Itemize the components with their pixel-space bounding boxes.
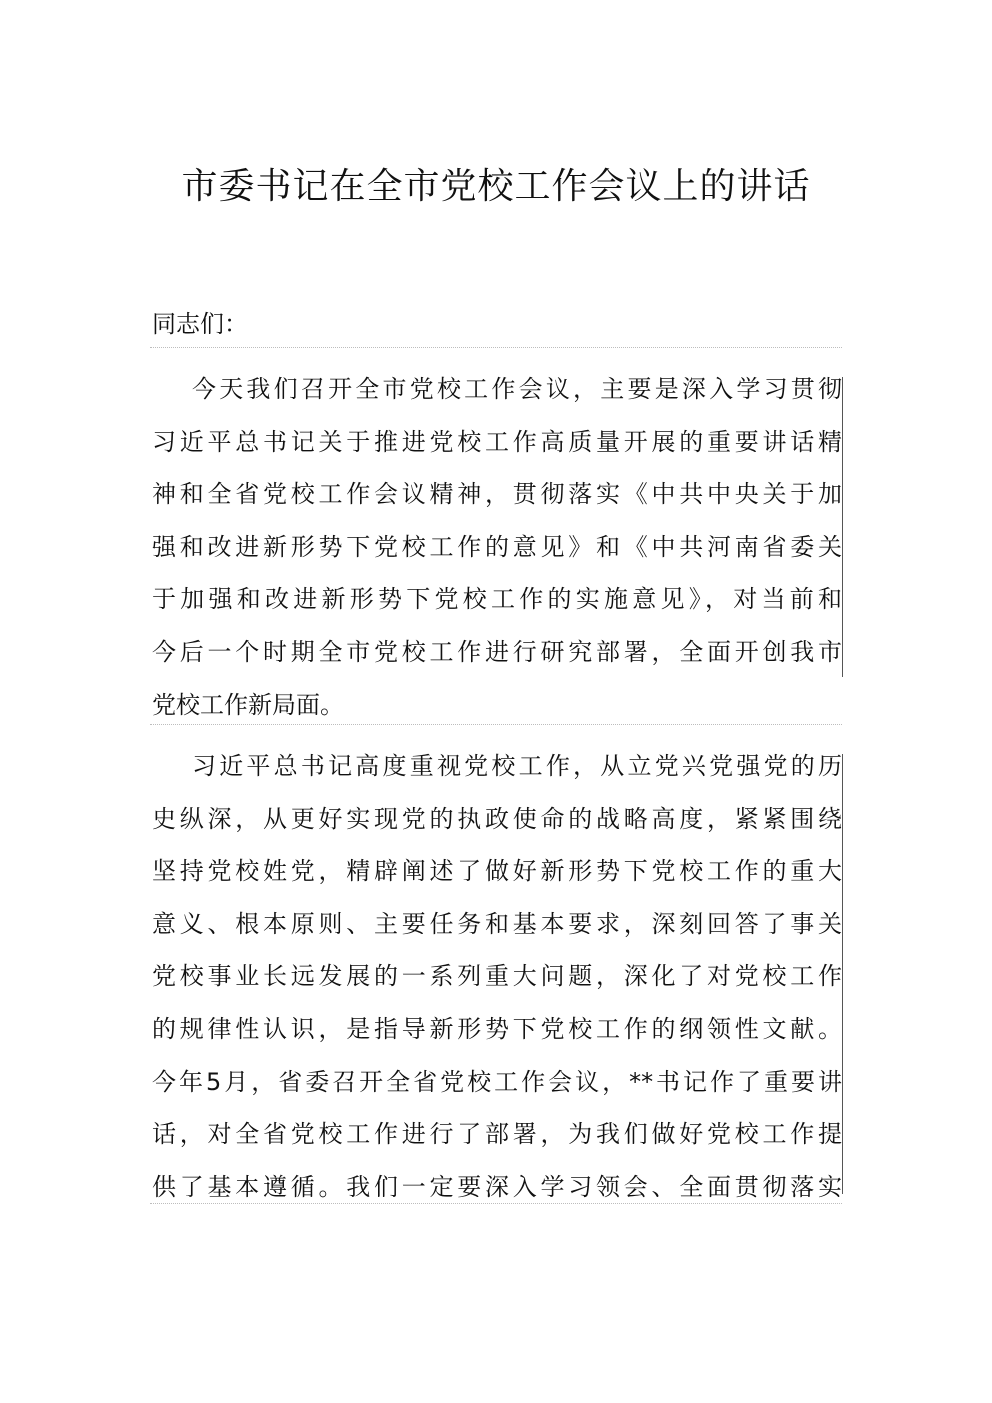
paragraph-line: 党校工作新局面。	[152, 690, 344, 719]
paragraph-line: 坚持党校姓党，精辟阐述了做好新形势下党校工作的重大	[152, 857, 842, 886]
divider	[150, 724, 842, 725]
paragraph-line: 今年5月，省委召开全省党校工作会议，**书记作了重要讲	[152, 1067, 842, 1096]
paragraph-line: 的规律性认识，是指导新形势下党校工作的纲领性文献。	[152, 1014, 842, 1043]
paragraph-line: 于加强和改进新形势下党校工作的实施意见》，对当前和	[152, 585, 842, 614]
paragraph-line: 史纵深，从更好实现党的执政使命的战略高度，紧紧围绕	[152, 804, 842, 833]
paragraph-line: 今天我们召开全市党校工作会议，主要是深入学习贯彻	[192, 375, 842, 403]
paragraph-line: 意义、根本原则、主要任务和基本要求，深刻回答了事关	[152, 909, 842, 938]
salutation: 同志们：	[152, 310, 248, 338]
document-title: 市委书记在全市党校工作会议上的讲话	[181, 166, 811, 207]
paragraph-1	[152, 363, 842, 731]
paragraph-2	[152, 740, 842, 1213]
paragraph-line: 话，对全省党校工作进行了部署，为我们做好党校工作提	[152, 1120, 842, 1149]
divider	[150, 1203, 842, 1204]
paragraph-line: 强和改进新形势下党校工作的意见》和《中共河南省委关	[152, 532, 842, 561]
paragraph-line: 习近平总书记关于推进党校工作高质量开展的重要讲话精	[152, 427, 842, 456]
paragraph-line: 神和全省党校工作会议精神，贯彻落实《中共中央关于加	[152, 480, 842, 509]
paragraph-line: 供了基本遵循。我们一定要深入学习领会、全面贯彻落实	[152, 1172, 842, 1201]
paragraph-line: 习近平总书记高度重视党校工作，从立党兴党强党的历	[192, 752, 842, 780]
margin-edge-mark	[842, 754, 843, 1194]
paragraph-line: 今后一个时期全市党校工作进行研究部署，全面开创我市	[152, 637, 842, 666]
divider	[150, 347, 842, 348]
margin-edge-mark	[842, 377, 843, 677]
paragraph-line: 党校事业长远发展的一系列重大问题，深化了对党校工作	[152, 962, 842, 991]
